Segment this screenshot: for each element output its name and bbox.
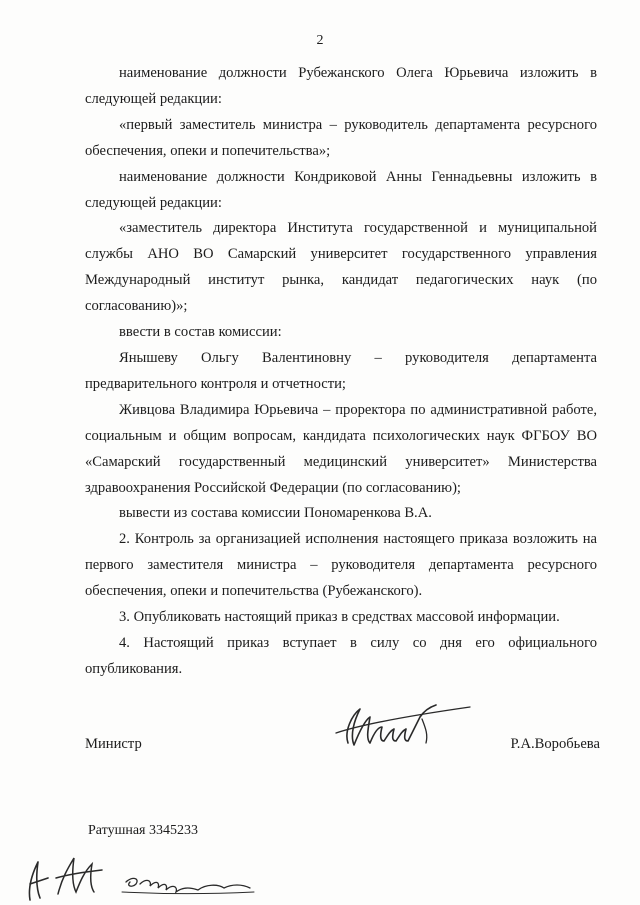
signature-block <box>85 736 600 756</box>
paragraph-item-2-control: 2. Контроль за организацией исполнения настоящего приказа возложить на первого заместителя министра – руководителя департамента ресурсного обеспечения, опеки и попечительства (Рубежанского). <box>85 531 597 600</box>
paragraph-item-4-effective: 4. Настоящий приказ вступает в силу со дня его официального опубликования. <box>85 634 597 677</box>
paragraph-item-3-publish: 3. Опубликовать настоящий приказ в средствах массовой информации. <box>119 609 560 626</box>
approval-signatures <box>22 848 272 905</box>
paragraph-zhivtsov: Живцова Владимира Юрьевича – проректора по административной работе, социальным и общим вопросам, кандидата психологических наук ФГБОУ ВО «Самарский государственный медицинский университет» Министерства здравоохранения Российской Федерации (по согласованию); <box>85 401 597 496</box>
paragraph-remove-from-commission: вывести из состава комиссии Пономаренкова В.А. <box>119 505 432 522</box>
signer-name: Р.А.Воробьева <box>510 736 600 752</box>
signer-position: Министр <box>85 736 142 752</box>
page-number: 2 <box>316 33 324 48</box>
paragraph-rubezhansky-title-change: наименование должности Рубежанского Олега Юрьевича изложить в следующей редакции: <box>85 65 597 107</box>
paragraph-kondrikova-title-change: наименование должности Кондриковой Анны Геннадьевны изложить в следующей редакции: <box>85 168 597 211</box>
paragraph-add-to-commission: ввести в состав комиссии: <box>119 324 282 341</box>
document-body <box>85 61 597 683</box>
executor-contact: Ратушная 3345233 <box>88 823 198 838</box>
paragraph-kondrikova-new-title: «заместитель директора Института государственной и муниципальной службы АНО ВО Самарский университет государственного управления Международный институт рынка, кандидат педагогических наук (по согласованию)»; <box>85 220 597 315</box>
paragraph-rubezhansky-new-title: «первый заместитель министра – руководитель департамента ресурсного обеспечения, опеки и попечительства»; <box>85 116 597 159</box>
paragraph-yanysheva: Янышеву Ольгу Валентиновну – руководителя департамента предварительного контроля и отчетности; <box>85 349 597 392</box>
